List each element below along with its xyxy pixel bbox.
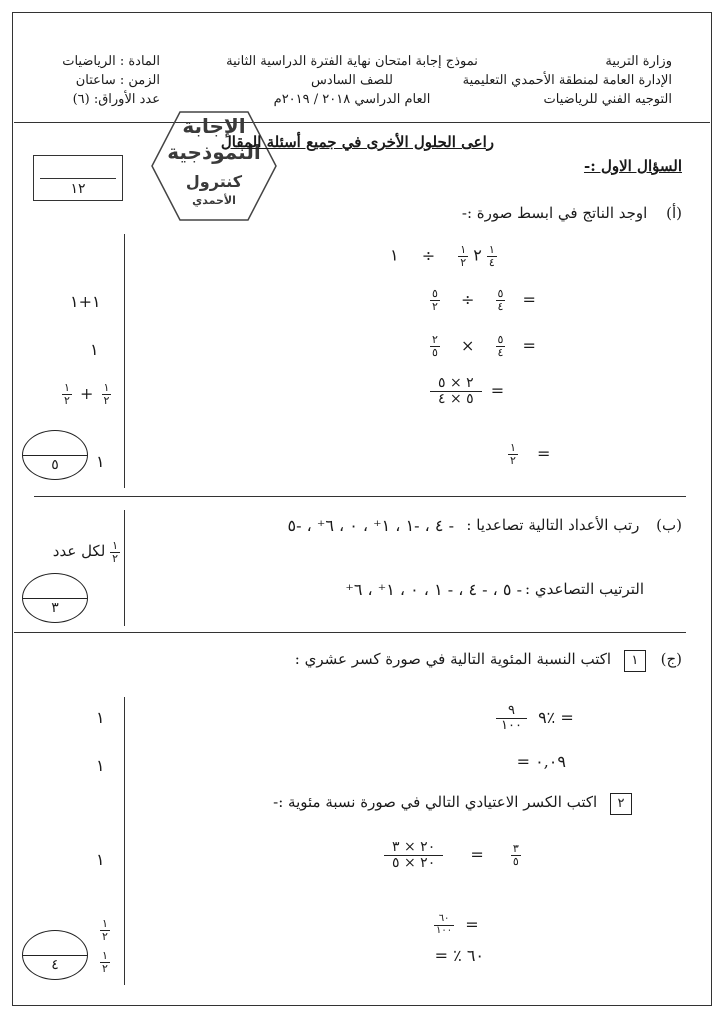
- part-c-mark-3: ١: [96, 850, 105, 869]
- ministry-name: وزارة التربية: [605, 54, 672, 69]
- sheet-count: عدد الأوراق: (٦): [72, 92, 160, 107]
- part-b-label: (ب): [656, 516, 682, 534]
- part-b-numbers: - ٤ ، -١ ، ١⁺ ، ٠ ، ٦⁺ ، -٥: [287, 516, 454, 535]
- part-a-label: (أ): [666, 204, 682, 222]
- header-left: [30, 52, 160, 109]
- part-c-item1-row: [295, 650, 682, 672]
- district-name: الإدارة العامة لمنطقة الأحمدي التعليمية: [462, 73, 672, 88]
- stamp-line1: الإجابة: [182, 114, 246, 138]
- part-c-mark-1: ١: [96, 708, 105, 727]
- mixed-whole-2: ١: [390, 245, 399, 265]
- header-right: [463, 52, 672, 109]
- exam-title: نموذج إجابة امتحان نهاية الفترة الدراسية الثانية: [226, 54, 478, 69]
- item2-equals: =: [470, 844, 484, 864]
- grading-note: راعى الحلول الأخرى في جميع أسئلة المقال: [220, 133, 494, 151]
- total-mark-box: [33, 155, 123, 201]
- marks-column-divider-b: [124, 510, 125, 626]
- stamp-line4: الأحمدي: [192, 194, 236, 207]
- duration: الزمن : ساعتان: [75, 73, 160, 88]
- part-a-line2: [430, 288, 536, 312]
- part-c-score-oval: [22, 930, 88, 980]
- item1-number-box: ١: [624, 650, 646, 672]
- equals-sign-2: =: [522, 289, 536, 309]
- fraction-1: $\frac{١}{٢}$: [460, 243, 467, 269]
- item2-line1: [384, 840, 521, 870]
- divider-b-c: [14, 632, 686, 633]
- item2-fraction: $\frac{٣}{٥}$: [512, 842, 519, 868]
- fraction-6: $\frac{٥}{٤}$: [497, 333, 504, 359]
- equals-sign-5: =: [537, 443, 551, 463]
- part-a-mark-1: ١+١: [70, 292, 101, 311]
- fraction-7: $\frac{٢ \times ٥}{٥ \times ٤}$: [430, 376, 482, 406]
- part-c-mark-4: $\frac{١}{٢}$: [102, 917, 108, 943]
- part-a-line3: [430, 334, 536, 358]
- part-c-mark-5: $\frac{١}{٢}$: [102, 949, 108, 975]
- item1-prompt: اكتب النسبة المئوية التالية في صورة كسر عشري :: [294, 650, 612, 668]
- part-a-mark-2: ١: [90, 340, 99, 359]
- part-a-prompt-row: [462, 204, 682, 222]
- part-a-score: ٥: [51, 457, 59, 473]
- part-c-mark-2: ١: [96, 756, 105, 775]
- department-name: التوجيه الفني للرياضيات: [543, 92, 672, 107]
- fraction-5: $\frac{٢}{٥}$: [432, 333, 438, 359]
- model-answer-stamp: [150, 110, 278, 222]
- item2-prompt: اكتب الكسر الاعتيادي التالي في صورة نسبة مئوية :-: [273, 793, 598, 811]
- part-b-answer: - ٥ ، - ٤ ، - ١ ، ٠ ، ١⁺ ، ٦⁺: [345, 580, 522, 599]
- marks-column-divider-c: [124, 697, 125, 985]
- equals-sign-4: =: [490, 380, 505, 400]
- item2-number-box: ٢: [610, 793, 632, 815]
- divide-sign-2: ÷: [461, 289, 475, 309]
- item2-line3: ٦٠ ٪ =: [434, 946, 484, 965]
- part-a-mark-3: $\frac{١}{٢}$ + $\frac{١}{٢}$: [64, 381, 110, 407]
- header-center: [222, 52, 482, 109]
- fraction-3: $\frac{٥}{٢}$: [432, 287, 438, 313]
- total-mark-value: ١٢: [70, 181, 86, 197]
- item1-line2: ٠,٠٩ =: [516, 752, 566, 771]
- stamp-line2: النموذجية: [167, 140, 261, 164]
- part-a-mark-4: ١: [96, 452, 105, 471]
- item1-line1: [496, 704, 574, 732]
- mixed-whole-1: ٢: [473, 245, 482, 265]
- item1-lhs: ٩٪ =: [538, 707, 574, 727]
- item2-big-fraction: $\frac{٢٠ \times ٣}{٢٠ \times ٥}$: [384, 840, 443, 870]
- question-title: السؤال الاول :-: [583, 157, 682, 175]
- part-b-mark: $\frac{١}{٢}$ لكل عدد: [52, 539, 118, 565]
- fraction-4: $\frac{٥}{٤}$: [497, 287, 504, 313]
- equals-sign-3: =: [522, 335, 536, 355]
- part-b-answer-label: الترتيب التصاعدي :: [525, 580, 644, 598]
- item2-equals-2: =: [465, 914, 479, 934]
- divider-a-b: [34, 496, 686, 497]
- school-year: العام الدراسي ٢٠١٨ / ٢٠١٩م: [273, 92, 431, 107]
- header-divider: [14, 122, 710, 123]
- subject: المادة : الرياضيات: [62, 54, 160, 69]
- item2-result-fraction: $\frac{٦٠}{١٠٠}$: [436, 913, 453, 936]
- part-a-line5: [508, 442, 550, 466]
- part-c-item2-row: [273, 793, 632, 815]
- part-a-line1: [390, 244, 590, 268]
- part-c-label: (ج): [660, 650, 682, 668]
- multiply-sign: ×: [461, 335, 475, 355]
- item1-fraction: $\frac{٩}{١٠٠}$: [496, 704, 527, 732]
- marks-column-divider-a: [124, 234, 125, 488]
- fraction-2: $\frac{١}{٤}$: [488, 243, 495, 269]
- total-mark-line: [40, 178, 116, 179]
- part-a-line4: [430, 376, 504, 406]
- part-b-prompt-row: [466, 516, 682, 534]
- part-b-score: ٣: [51, 600, 59, 616]
- divide-sign: ÷: [421, 245, 436, 265]
- part-a-score-oval: [22, 430, 88, 480]
- stamp-line3: كنترول: [185, 172, 243, 191]
- fraction-8: $\frac{١}{٢}$: [510, 441, 516, 467]
- part-c-score: ٤: [51, 957, 59, 973]
- part-b-score-oval: [22, 573, 88, 623]
- part-b-prompt: رتب الأعداد التالية تصاعديا :: [466, 516, 640, 534]
- grade-name: للصف السادس: [311, 73, 393, 88]
- part-a-prompt: اوجد الناتج في ابسط صورة :-: [461, 204, 648, 222]
- item2-line2: [434, 914, 479, 936]
